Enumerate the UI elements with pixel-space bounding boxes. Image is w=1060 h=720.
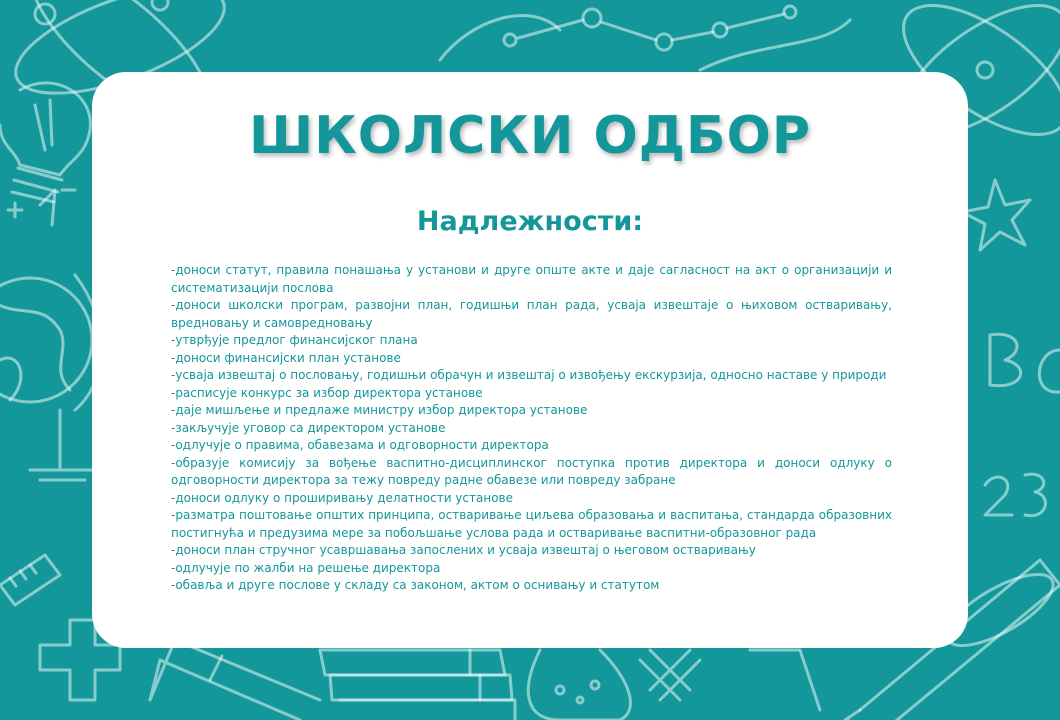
duty-item: -закључује уговор са директором установе [171,420,446,435]
duty-item: -образује комисију за вођење васпитно-дисциплинског поступка против директора и доноси одлуку о одговорности директора за тежу повреду радне обавезе или повреду забране [171,455,892,487]
books-icon [320,650,515,720]
duty-item: -доноси одлуку о проширивању делатности установе [171,490,513,505]
duty-item: -одлучује по жалби на решење директора [171,560,441,575]
duty-item: -даје мишљење и предлаже министру избор директора установе [171,403,588,417]
duty-item: -расписује конкурс за избор директора установе [171,385,483,400]
duty-item: -доноси финансијски план установе [171,350,401,365]
duty-item: -доноси статут, правила понашања у установи и друге опште акте и даје сагласност на акт о организацији и систематизацији послова [171,263,892,295]
duty-item: -доноси школски програм, развојни план, годишњи план рада, усваја извештаје о њиховом остваривању, вредновању и самовредновању [171,298,892,330]
duty-item: -усваја извештај о пословању, годишњи обрачун и извештај о извођењу екскурзија, односно наставе у природи [171,368,887,382]
numbers-icon [985,474,1045,516]
duty-item: -утврђује предлог финансијског плана [171,333,418,347]
page-title: ШКОЛСКИ ОДБОР [249,106,811,166]
pencil-icon [0,555,60,605]
section-subtitle: Надлежности: [416,206,644,237]
plus-icon [640,650,700,700]
duty-item: -обавља и друге послове у складу са законом, актом о оснивању и статутом [171,578,660,592]
duty-item: -разматра поштовање општих принципа, остваривање циљева образовања и васпитања, стандарда образовних постигнућа и предузима мере за побољшање услова рада и остваривање васпитни-образовног рада [171,508,892,540]
pencil-icon [150,640,320,720]
flask-icon [528,650,630,720]
duty-item: -одлучује о правима, обавезама и одговорности директора [171,438,549,452]
duties-list [171,262,892,595]
globe-icon [0,275,101,480]
duty-item: -доноси план стручног усавршавања запослених и усваја извештај о његовом остваривању [171,543,756,557]
letters-icon [990,334,1060,392]
molecule-icon [440,6,850,70]
